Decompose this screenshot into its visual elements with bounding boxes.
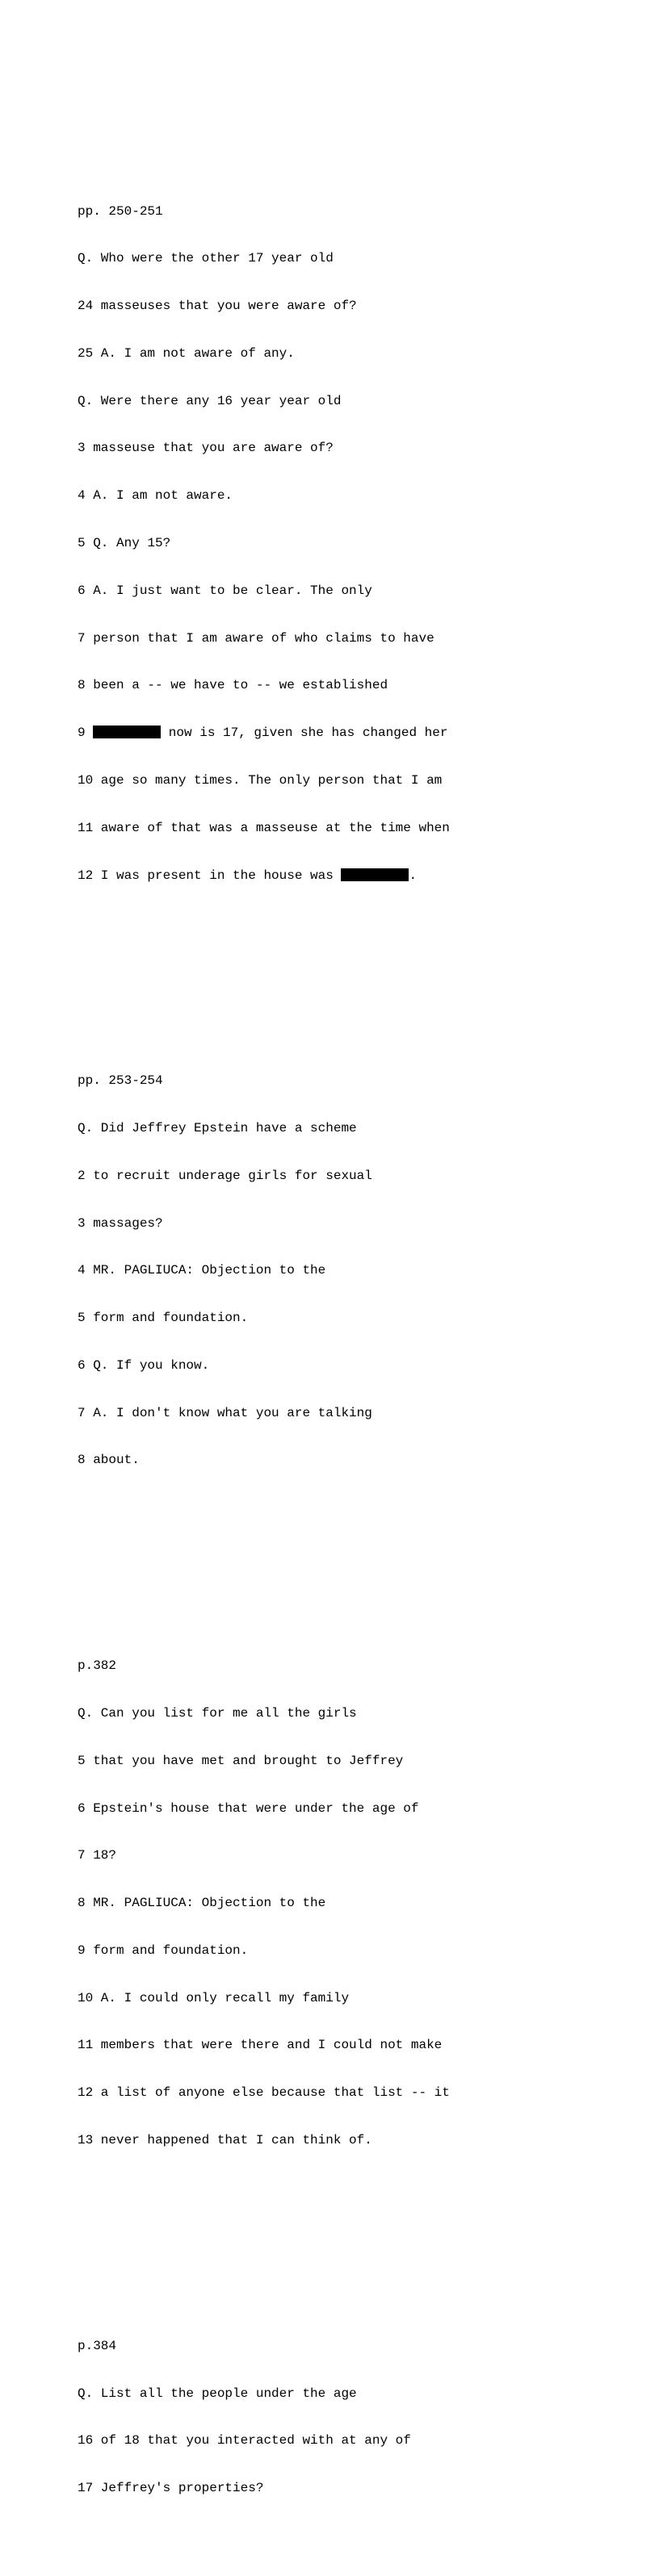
section-heading: pp. 253-254 [78,1073,163,1089]
transcript-line: Q. Did Jeffrey Epstein have a scheme [78,1121,357,1135]
transcript-line-redacted [78,868,450,884]
transcript-line: 7 A. I don't know what you are talking [78,1405,372,1420]
transcript-line: 12 a list of anyone else because that list -- it [78,2085,450,2101]
transcript-line: 3 massages? [78,1215,163,1231]
section-spacer [78,1548,450,1564]
transcript-line: 5 form and foundation. [78,1311,249,1326]
transcript-line: 11 aware of that was a masseuse at the time when [78,820,450,835]
section-spacer [78,963,450,979]
transcript-line: 6 Epstein's house that were under the age of [78,1800,419,1816]
line-text-after: now is 17, given she has changed her [161,726,448,741]
transcript-line: Q. Can you list for me all the girls [78,1705,357,1721]
transcript-line: 24 masseuses that you were aware of? [78,299,357,314]
transcript-line: 4 A. I am not aware. [78,488,233,504]
transcript-line: Q. Who were the other 17 year old [78,251,334,266]
transcript-line: 8 been a -- we have to -- we established [78,678,388,693]
section-p-384 [78,2307,450,2528]
transcript-line: Q. Were there any 16 year year old [78,393,342,408]
section-pp-250-251 [78,172,450,915]
redaction-box [93,726,161,738]
transcript-line: 16 of 18 that you interacted with at any of [78,2433,411,2448]
transcript-line: 2 to recruit underage girls for sexual [78,1168,372,1183]
transcript-line: 4 MR. PAGLIUCA: Objection to the [78,1263,326,1278]
line-text-after: . [409,868,418,883]
transcript-line: 8 MR. PAGLIUCA: Objection to the [78,1896,326,1911]
line-text-before: 12 I was present in the house was [78,868,342,883]
transcript-line: 3 masseuse that you are aware of? [78,441,334,456]
redaction-box [341,868,409,881]
transcript-line: 13 never happened that I can think of. [78,2133,372,2147]
section-p-382 [78,1627,450,2181]
transcript-line: 7 person that I am aware of who claims to have [78,630,434,646]
line-text-before: 9 [78,726,94,741]
transcript-line: 11 members that were there and I could not make [78,2038,443,2053]
transcript-line: 9 form and foundation. [78,1942,249,1958]
section-heading: p.382 [78,1658,117,1674]
section-heading: p.384 [78,2338,117,2353]
transcript-line-redacted [78,726,450,742]
transcript-line: 6 A. I just want to be clear. The only [78,583,372,598]
transcript-line: Q. List all the people under the age [78,2386,357,2401]
transcript-line: 5 Q. Any 15? [78,536,171,551]
section-spacer [78,2228,450,2244]
transcript-line: 6 Q. If you know. [78,1357,210,1373]
transcript-line: 5 that you have met and brought to Jeffrey [78,1753,404,1768]
transcript-line: 10 A. I could only recall my family [78,1990,350,2005]
section-pp-253-254 [78,1042,450,1500]
transcript-line: 25 A. I am not aware of any. [78,345,295,361]
transcript-line: 17 Jeffrey's properties? [78,2481,264,2496]
transcript-line: 8 about. [78,1453,140,1468]
section-heading: pp. 250-251 [78,203,163,219]
transcript-line: 10 age so many times. The only person that I am [78,772,443,788]
transcript-excerpts [78,109,450,2576]
transcript-line: 7 18? [78,1848,117,1863]
